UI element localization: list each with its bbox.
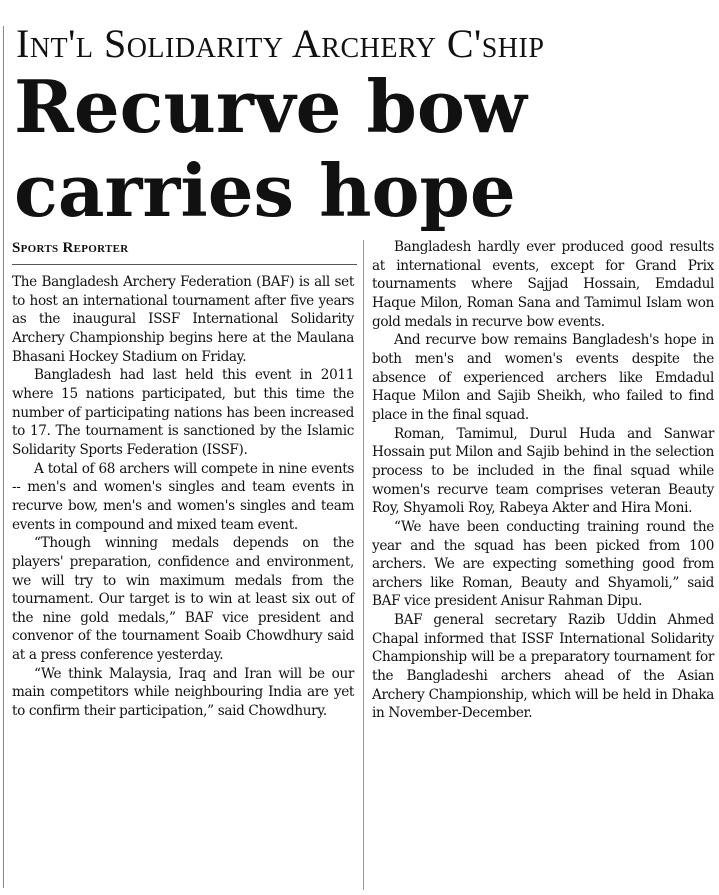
article-column-1 [12, 273, 354, 721]
paragraph: And recurve bow remains Bangladesh's hope in both men's and women's events despite the absence of experienced archers like Emdadul Haque Milon and Sajib Sheikh, who failed to find place in the final squad. [372, 332, 714, 423]
paragraph: “Though winning medals depends on the players' preparation, confidence and environment, we will try to win maximum medals from the tournament. Our target is to win at least six out of the nine gold medals,” BAF vice president and convenor of the tournament Soaib Chowdhury said at a press conference yesterday. [12, 535, 354, 664]
paragraph: Bangladesh had last held this event in 2011 where 15 nations participated, but this time the number of participating nations has been increased to 17. The tournament is sanctioned by the Islamic Solidarity Sports Federation (ISSF). [12, 367, 354, 458]
left-margin-rule [3, 26, 4, 888]
paragraph: BAF general secretary Razib Uddin Ahmed Chapal informed that ISSF International Solidarity Championship will be a preparatory tournament for the Bangladeshi archers ahead of the Asian Archery Championship, which will be held in Dhaka in November-December. [372, 612, 714, 722]
paragraph: A total of 68 archers will compete in nine events -- men's and women's singles and team events in recurve bow, men's and women's singles and team events in compound and mixed team event. [12, 460, 354, 533]
paragraph: “We think Malaysia, Iraq and Iran will be our main competitors while neighbouring India are yet to confirm their participation,” said Chowdhury. [12, 665, 354, 720]
paragraph: Bangladesh hardly ever produced good results at international events, except for Grand Prix tournaments where Sajjad Hossain, Emdadul Haque Milon, Roman Sana and Tamimul Islam won gold medals in recurve bow events. [372, 239, 714, 330]
paragraph: The Bangladesh Archery Federation (BAF) is all set to host an international tournament after five years as the inaugural ISSF International Solidarity Archery Championship begins here at the Maulana Bhasani Hockey Stadium on Friday. [12, 274, 354, 365]
section-kicker: Int'l Solidarity Archery C'ship [16, 21, 545, 66]
byline: Sports Reporter [12, 240, 129, 256]
column-divider [363, 240, 364, 890]
paragraph: “We have been conducting training round the year and the squad has been picked from 100 archers. We are expecting something good from archers like Roman, Beauty and Shyamoli,” said BAF vice president Anisur Rahman Dipu. [372, 518, 714, 610]
article-column-2 [372, 238, 714, 723]
headline-line-2: carries hope [14, 148, 516, 233]
article-headline [14, 65, 714, 233]
headline-line-1: Recurve bow [14, 64, 527, 149]
paragraph: Roman, Tamimul, Durul Huda and Sanwar Hossain put Milon and Sajib behind in the selection process to be included in the final squad while women's recurve team comprises veteran Beauty Roy, Shyamoli Roy, Rabeya Akter and Hira Moni. [372, 425, 714, 517]
byline-rule [12, 264, 357, 265]
